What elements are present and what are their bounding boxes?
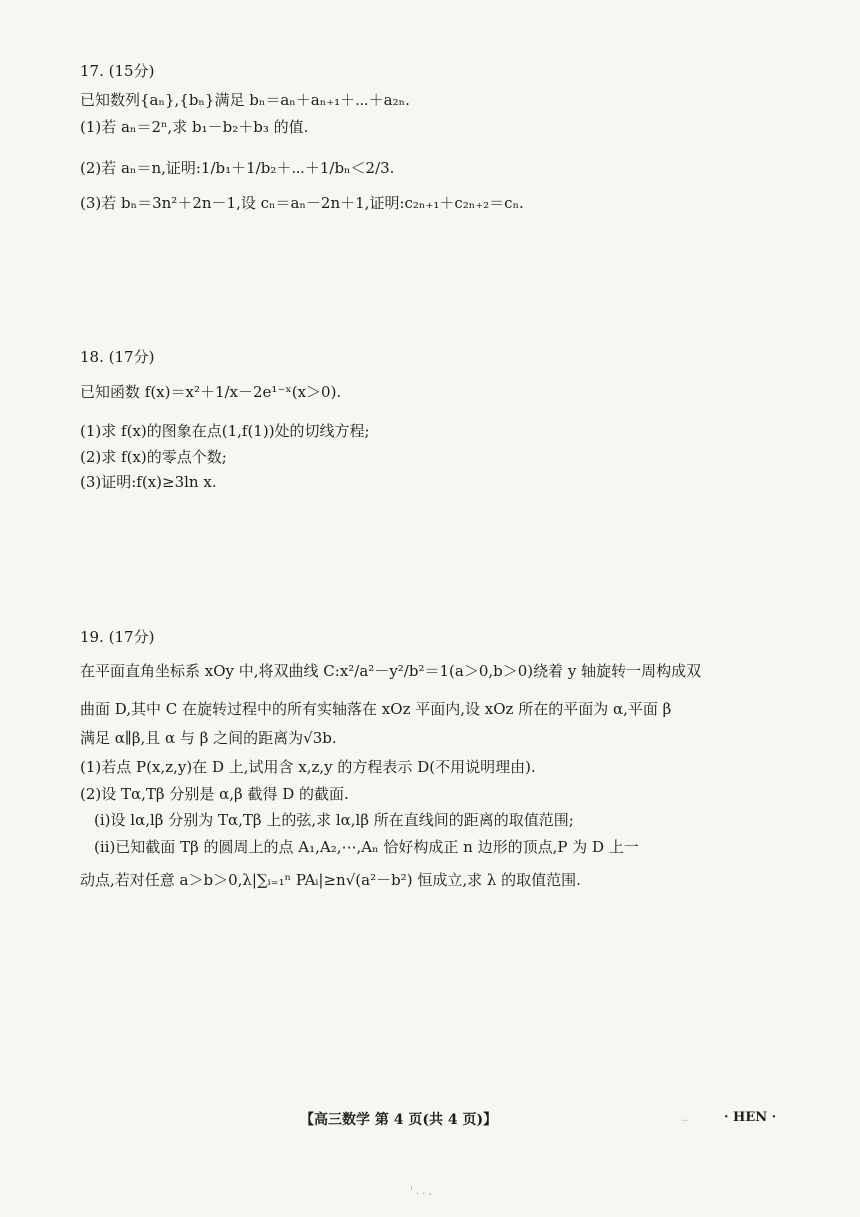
problem-part-2: (2)若 aₙ＝n,证明:1/b₁＋1/b₂＋⋯＋1/bₙ＜2/3. [80, 159, 395, 177]
problem-stem: 已知数列{aₙ},{bₙ}满足 bₙ＝aₙ＋aₙ₊₁＋⋯＋a₂ₙ. [80, 91, 410, 109]
problem-points: (15分) [108, 62, 155, 80]
problem-part-1: (1)求 f(x)的图象在点(1,f(1))处的切线方程; [80, 422, 370, 440]
problem-part-1: (1)若 aₙ＝2ⁿ,求 b₁－b₂＋b₃ 的值. [80, 118, 309, 136]
problem-points: (17分) [108, 348, 155, 366]
problem-heading: 19. (17分) [80, 628, 155, 646]
problem-stem: 已知函数 f(x)＝x²＋1/x－2e¹⁻ˣ(x＞0). [80, 383, 342, 401]
problem-subpart-ii: (ⅱ)已知截面 Tβ 的圆周上的点 A₁,A₂,⋯,Aₙ 恰好构成正 n 边形的顶点,P 为 D 上一 [94, 838, 639, 856]
problem-stem-line: 满足 α∥β,且 α 与 β 之间的距离为√3b. [80, 729, 337, 747]
problem-heading: 17. (15分) [80, 62, 155, 80]
problem-part-1: (1)若点 P(x,z,y)在 D 上,试用含 x,z,y 的方程表示 D(不用说明理由). [80, 758, 536, 776]
problem-number: 18 [80, 348, 100, 366]
page-footer: 【高三数学 第 4 页(共 4 页)】 [300, 1112, 498, 1128]
problem-subpart-i: (ⅰ)设 lα,lβ 分别为 Tα,Tβ 上的弦,求 lα,lβ 所在直线间的距离的取值范围; [94, 811, 574, 829]
scan-mark: ' . . , [410, 1186, 432, 1197]
problem-heading: 18. (17分) [80, 348, 155, 366]
scan-mark: .. [682, 1113, 689, 1124]
problem-part-2: (2)设 Tα,Tβ 分别是 α,β 截得 D 的截面. [80, 785, 349, 803]
problem-part-3: (3)证明:f(x)≥3ln x. [80, 473, 217, 491]
problem-subpart-ii-cont: 动点,若对任意 a＞b＞0,λ|∑ᵢ₌₁ⁿ PAᵢ|≥n√(a²－b²) 恒成立,求 λ 的取值范围. [80, 871, 581, 889]
problem-number: 17 [80, 62, 100, 80]
exam-code: · HEN · [724, 1110, 777, 1125]
problem-part-3: (3)若 bₙ＝3n²＋2n－1,设 cₙ＝aₙ－2n＋1,证明:c₂ₙ₊₁＋c₂ₙ₊₂＝cₙ. [80, 194, 524, 212]
problem-number: 19 [80, 628, 100, 646]
problem-stem-line: 曲面 D,其中 C 在旋转过程中的所有实轴落在 xOz 平面内,设 xOz 所在的平面为 α,平面 β [80, 700, 672, 718]
problem-points: (17分) [108, 628, 155, 646]
problem-stem-line: 在平面直角坐标系 xOy 中,将双曲线 C:x²/a²－y²/b²＝1(a＞0,b＞0)绕着 y 轴旋转一周构成双 [80, 662, 702, 680]
problem-part-2: (2)求 f(x)的零点个数; [80, 448, 227, 466]
